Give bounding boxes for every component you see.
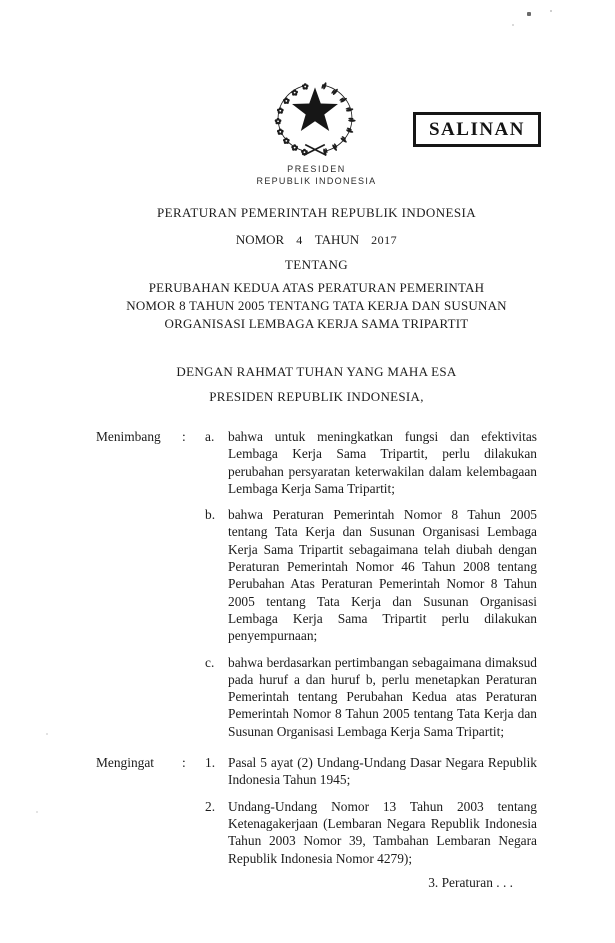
regulation-subject: [66, 279, 567, 333]
preamble-invocation: DENGAN RAHMAT TUHAN YANG MAHA ESA: [176, 364, 457, 379]
clause-separator: :: [182, 429, 186, 444]
scan-speck: [550, 10, 552, 12]
item-text: Pasal 5 ayat (2) Undang-Undang Dasar Negara Republik Indonesia Tahun 1945;: [228, 755, 537, 788]
item-marker: 2.: [205, 798, 216, 814]
menimbang-item-c: [205, 654, 537, 740]
menimbang-item-b: [205, 506, 537, 644]
item-text: Undang-Undang Nomor 13 Tahun 2003 tentang Ketenagakerjaan (Lembaran Negara Republik Indonesia Tahun 2003 Nomor 39, Tambahan Lembaran Negara Republik Indonesia Nomor 4279);: [228, 798, 537, 866]
scan-speck: [46, 733, 48, 735]
scan-speck: [527, 12, 531, 16]
clause-label-mengingat: Mengingat: [96, 755, 155, 771]
item-text: bahwa untuk meningkatkan fungsi dan efektivitas Lembaga Kerja Sama Tripartit, perlu dilakukan perubahan persyaratan keterwakilan dalam kelembagaan Lembaga Kerja Sama Tripartit;: [228, 429, 537, 496]
tahun-label: TAHUN: [314, 232, 360, 247]
presidential-star-wreath-emblem-icon: [262, 70, 368, 162]
document-body: [96, 428, 537, 891]
salinan-stamp: [413, 112, 541, 147]
menimbang-item-a: [205, 428, 537, 497]
star-icon: [292, 87, 338, 131]
clause-separator: :: [182, 755, 186, 771]
subject-line: ORGANISASI LEMBAGA KERJA SAMA TRIPARTIT: [164, 316, 469, 331]
item-text: bahwa berdasarkan pertimbangan sebagaimana dimaksud pada huruf a dan huruf b, perlu menetapkan Peraturan Pemerintah tentang Perubahan Kedua atas Peraturan Pemerintah Nomor 8 Tahun 2005 tentang Tata Kerja dan Susunan Organisasi Lembaga Kerja Sama Tripartit;: [228, 654, 537, 739]
letterhead-presiden: PRESIDEN: [287, 164, 346, 174]
subject-line: PERUBAHAN KEDUA ATAS PERATURAN PEMERINTAH: [148, 280, 485, 295]
item-marker: c.: [205, 654, 215, 670]
salinan-stamp-label: SALINAN: [428, 118, 526, 140]
page-catchword: 3. Peraturan . . .: [428, 874, 513, 890]
tahun-value: 2017: [371, 233, 398, 247]
clause-label-menimbang: Menimbang: [96, 429, 161, 444]
mengingat-items: [205, 754, 537, 867]
scan-speck: [36, 811, 38, 813]
item-marker: 1.: [205, 755, 216, 771]
preamble-authority: PRESIDEN REPUBLIK INDONESIA,: [209, 389, 424, 404]
scan-speck: [512, 24, 514, 26]
section-mengingat: [96, 754, 537, 867]
nomor-label: NOMOR: [235, 232, 285, 247]
subject-line: NOMOR 8 TAHUN 2005 TENTANG TATA KERJA DAN SUSUNAN: [126, 298, 507, 313]
item-marker: b.: [205, 507, 216, 523]
mengingat-item-2: [205, 798, 537, 867]
regulation-number-line: [96, 232, 537, 248]
nomor-value: 4: [296, 233, 303, 247]
letterhead-republik-indonesia: REPUBLIK INDONESIA: [256, 176, 377, 186]
tentang-label: TENTANG: [284, 257, 349, 272]
menimbang-items: [205, 428, 537, 740]
regulation-title: PERATURAN PEMERINTAH REPUBLIK INDONESIA: [157, 205, 476, 220]
item-marker: a.: [205, 429, 215, 444]
mengingat-item-1: [205, 754, 537, 789]
section-menimbang: [96, 428, 537, 740]
item-text: bahwa Peraturan Pemerintah Nomor 8 Tahun 2005 tentang Tata Kerja dan Susunan Organisasi Lembaga Kerja Sama Tripartit sebagaimana telah diubah dengan Peraturan Pemerintah Nomor 46 Tahun 2008 tentang Perubahan Atas Peraturan Pemerintah Nomor 8 Tahun 2005 tentang Tata Kerja dan Susunan Organisasi Lembaga Kerja Sama Tripartit perlu dilakukan penyempurnaan;: [228, 507, 537, 644]
